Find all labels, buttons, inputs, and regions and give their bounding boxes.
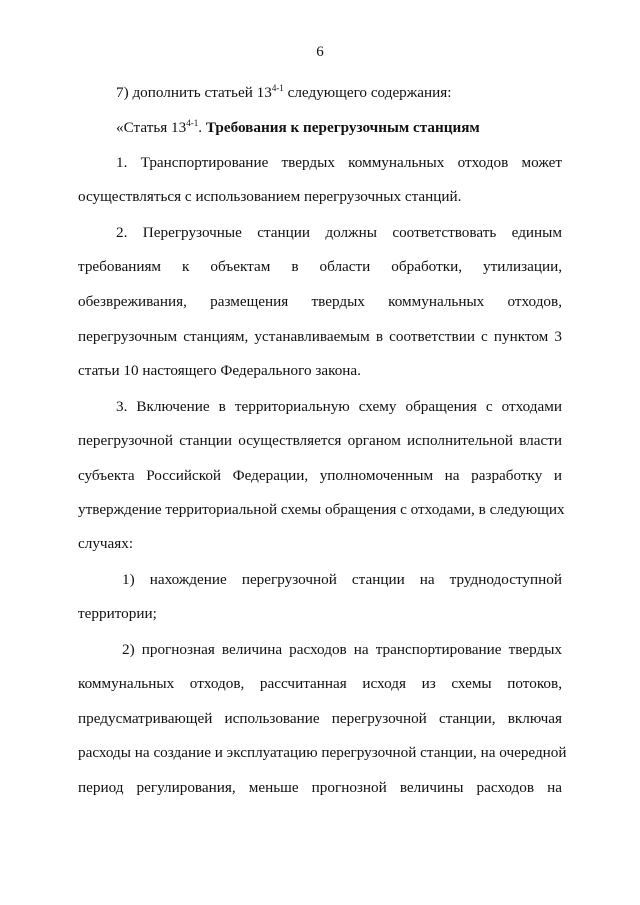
article-heading: [116, 118, 562, 138]
paragraph-2-line-5: статьи 10 настоящего Федерального закона.: [78, 362, 361, 379]
subitem-1-line-2: территории;: [78, 605, 157, 622]
paragraph-3-line-2: перегрузочной станции осуществляется органом исполнительной власти: [78, 432, 562, 449]
page-number: 6: [316, 44, 324, 60]
item7-superscript: 4-1: [271, 82, 284, 93]
subitem-2-line-3: предусматривающей использование перегрузочной станции, включая: [78, 710, 562, 727]
article-heading-superscript: 4-1: [186, 117, 199, 128]
paragraph-2-line-1: 2. Перегрузочные станции должны соответствовать единым: [116, 224, 562, 241]
paragraph-2-line-3: обезвреживания, размещения твердых коммунальных отходов,: [78, 293, 562, 310]
paragraph-3-line-1: 3. Включение в территориальную схему обращения с отходами: [116, 398, 562, 415]
paragraph-3-line-3: субъекта Российской Федерации, уполномоченным на разработку и: [78, 467, 562, 484]
amendment-item-7: [116, 83, 562, 103]
paragraph-1-line-1: 1. Транспортирование твердых коммунальных отходов может: [116, 154, 562, 171]
paragraph-2-line-4: перегрузочным станциям, устанавливаемым в соответствии с пунктом 3: [78, 328, 562, 345]
article-heading-dot: .: [198, 119, 206, 136]
article-heading-prefix: «Статья 13: [116, 119, 187, 136]
paragraph-3-line-5: случаях:: [78, 535, 134, 552]
subitem-1-line-1: 1) нахождение перегрузочной станции на труднодоступной: [122, 571, 562, 588]
item7-text-after: следующего содержания:: [283, 84, 452, 101]
paragraph-1-line-2: осуществляться с использованием перегрузочных станций.: [78, 188, 462, 205]
subitem-2-line-2: коммунальных отходов, рассчитанная исходя из схемы потоков,: [78, 675, 562, 692]
paragraph-2-line-2: требованиям к объектам в области обработки, утилизации,: [78, 258, 562, 275]
article-heading-title: Требования к перегрузочным станциям: [205, 119, 480, 136]
subitem-2-line-1: 2) прогнозная величина расходов на транспортирование твердых: [122, 641, 562, 658]
item7-text-before: 7) дополнить статьей 13: [116, 84, 272, 101]
paragraph-3-line-4: утверждение территориальной схемы обращения с отходами, в следующих: [78, 501, 565, 518]
subitem-2-line-5: период регулирования, меньше прогнозной величины расходов на: [78, 779, 562, 796]
subitem-2-line-4: расходы на создание и эксплуатацию перегрузочной станции, на очередной: [78, 744, 567, 761]
